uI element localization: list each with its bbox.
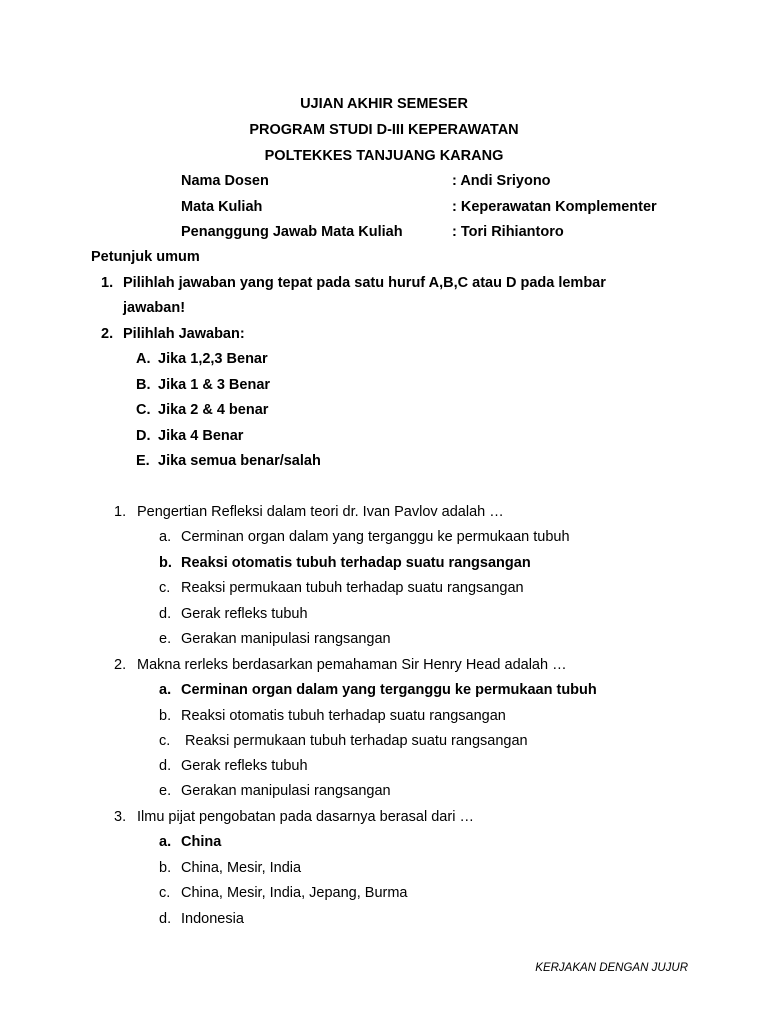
question-text-2: Makna rerleks berdasarkan pemahaman Sir Henry Head adalah … [137, 657, 567, 673]
option-letter: d. [159, 911, 172, 927]
option-text: Indonesia [181, 911, 244, 927]
answer-key-letter: D. [136, 428, 151, 444]
answer-key-letter: E. [136, 453, 150, 469]
question-number-2: 2. [114, 657, 127, 673]
instruction-text-1: Pilihlah jawaban yang tepat pada satu huruf A,B,C atau D pada lembar [123, 275, 606, 291]
answer-key-text: Jika 1,2,3 Benar [158, 351, 268, 367]
answer-key-text: Jika 2 & 4 benar [158, 402, 269, 418]
option-letter-correct: a. [159, 682, 172, 698]
question-number-3: 3. [114, 809, 127, 825]
option-text-correct: Reaksi otomatis tubuh terhadap suatu rangsangan [181, 555, 531, 571]
option-letter: d. [159, 758, 172, 774]
answer-key-text: Jika semua benar/salah [158, 453, 321, 469]
question-text-3: Ilmu pijat pengobatan pada dasarnya berasal dari … [137, 809, 474, 825]
option-text: Reaksi otomatis tubuh terhadap suatu rangsangan [181, 708, 506, 724]
answer-key-text: Jika 4 Benar [158, 428, 244, 444]
program-title: PROGRAM STUDI D-III KEPERAWATAN [249, 122, 519, 138]
option-letter: e. [159, 783, 172, 799]
option-text: Reaksi permukaan tubuh terhadap suatu rangsangan [181, 733, 528, 749]
option-text: Gerak refleks tubuh [181, 606, 308, 622]
option-text: China, Mesir, India [181, 860, 302, 876]
option-text-correct: China [181, 834, 222, 850]
option-letter: c. [159, 885, 171, 901]
option-letter: e. [159, 631, 172, 647]
answer-key-letter: B. [136, 377, 151, 393]
page-footer: KERJAKAN DENGAN JUJUR [535, 962, 688, 974]
instructions-heading: Petunjuk umum [91, 249, 200, 265]
option-letter: b. [159, 860, 172, 876]
question-text-1: Pengertian Refleksi dalam teori dr. Ivan Pavlov adalah … [137, 504, 504, 520]
info-label-matkul: Mata Kuliah [181, 199, 263, 215]
instruction-text-2: Pilihlah Jawaban: [123, 326, 245, 342]
answer-key-letter: C. [136, 402, 151, 418]
answer-key-text: Jika 1 & 3 Benar [158, 377, 271, 393]
option-text: Cerminan organ dalam yang terganggu ke permukaan tubuh [181, 529, 570, 545]
option-text: Gerakan manipulasi rangsangan [181, 631, 391, 647]
institution-title: POLTEKKES TANJUANG KARANG [264, 148, 504, 164]
instruction-text-1-cont: jawaban! [123, 300, 186, 316]
option-letter: b. [159, 708, 172, 724]
option-letter-correct: a. [159, 834, 172, 850]
option-text: Reaksi permukaan tubuh terhadap suatu rangsangan [181, 580, 524, 596]
option-letter-correct: b. [159, 555, 172, 571]
option-text-correct: Cerminan organ dalam yang terganggu ke permukaan tubuh [181, 682, 597, 698]
option-text: Gerakan manipulasi rangsangan [181, 783, 391, 799]
option-letter: c. [159, 733, 171, 749]
info-value-dosen: : Andi Sriyono [452, 173, 551, 189]
answer-key-letter: A. [136, 351, 151, 367]
option-text: China, Mesir, India, Jepang, Burma [181, 885, 408, 901]
instruction-number-2: 2. [101, 326, 114, 342]
instruction-number-1: 1. [101, 275, 114, 291]
option-text: Gerak refleks tubuh [181, 758, 308, 774]
exam-title: UJIAN AKHIR SEMESER [300, 96, 468, 112]
info-label-dosen: Nama Dosen [181, 173, 269, 189]
option-letter: d. [159, 606, 172, 622]
question-number-1: 1. [114, 504, 127, 520]
info-value-pj: : Tori Rihiantoro [452, 224, 564, 240]
info-value-matkul: : Keperawatan Komplementer [452, 199, 657, 215]
info-label-pj: Penanggung Jawab Mata Kuliah [181, 224, 403, 240]
option-letter: a. [159, 529, 172, 545]
option-letter: c. [159, 580, 171, 596]
